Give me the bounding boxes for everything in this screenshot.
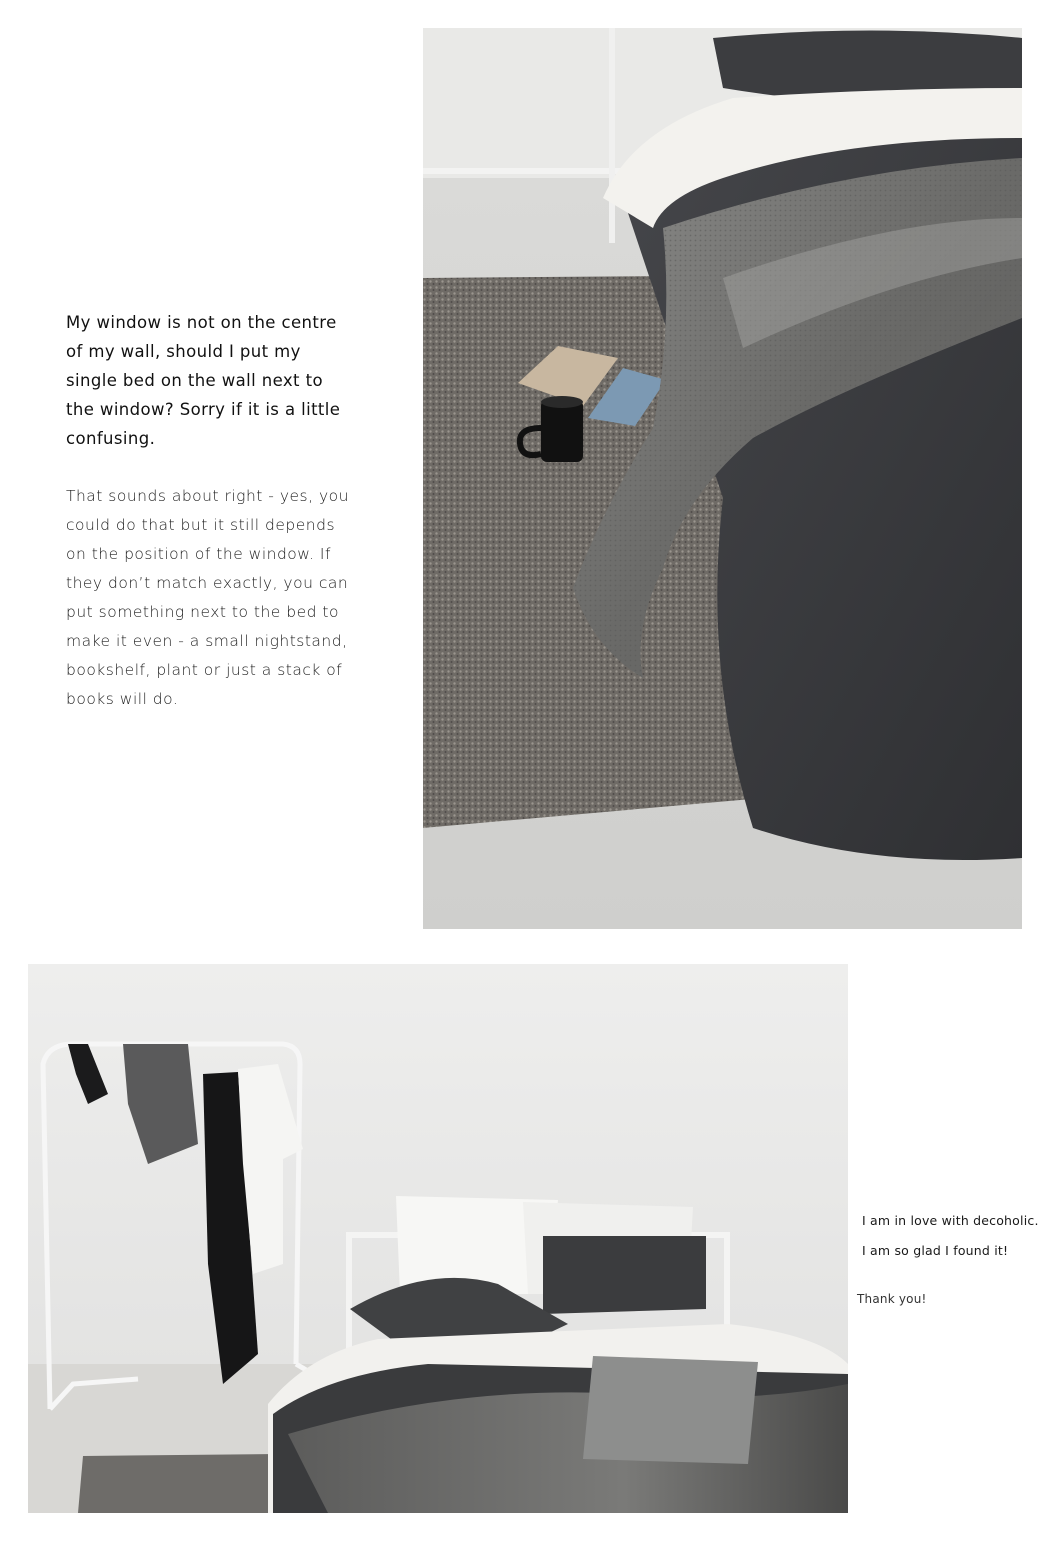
bedroom-closeup-photo: [423, 28, 1022, 929]
note-thanks: Thank you!: [857, 1292, 927, 1306]
comment-note: [862, 1206, 1047, 1266]
note-line-1: I am in love with decoholic.: [862, 1213, 1039, 1228]
pillow-charcoal: [543, 1236, 706, 1314]
mug: [541, 400, 583, 462]
frame-post: [609, 28, 615, 243]
question-text: My window is not on the centre of my wall, should I put my single bed on the wall next to the window? Sorry if it is a little confusing.: [66, 313, 341, 448]
bedroom-closeup-illustration: [423, 28, 1022, 929]
note-line-2: I am so glad I found it!: [862, 1243, 1009, 1258]
rug: [78, 1454, 278, 1513]
pillow-gray-front: [583, 1356, 758, 1464]
mug-rim: [541, 396, 583, 408]
bedroom-wide-photo: [28, 964, 848, 1513]
headboard-post: [346, 1232, 352, 1352]
bedroom-wide-illustration: [28, 964, 848, 1513]
answer-text: That sounds about right - yes, you could do that but it still depends on the position of the window. If they don’t match exactly, you can put something next to the bed to make it even - a small nightstand, bookshelf, plant or just a stack of books will do.: [66, 487, 349, 708]
